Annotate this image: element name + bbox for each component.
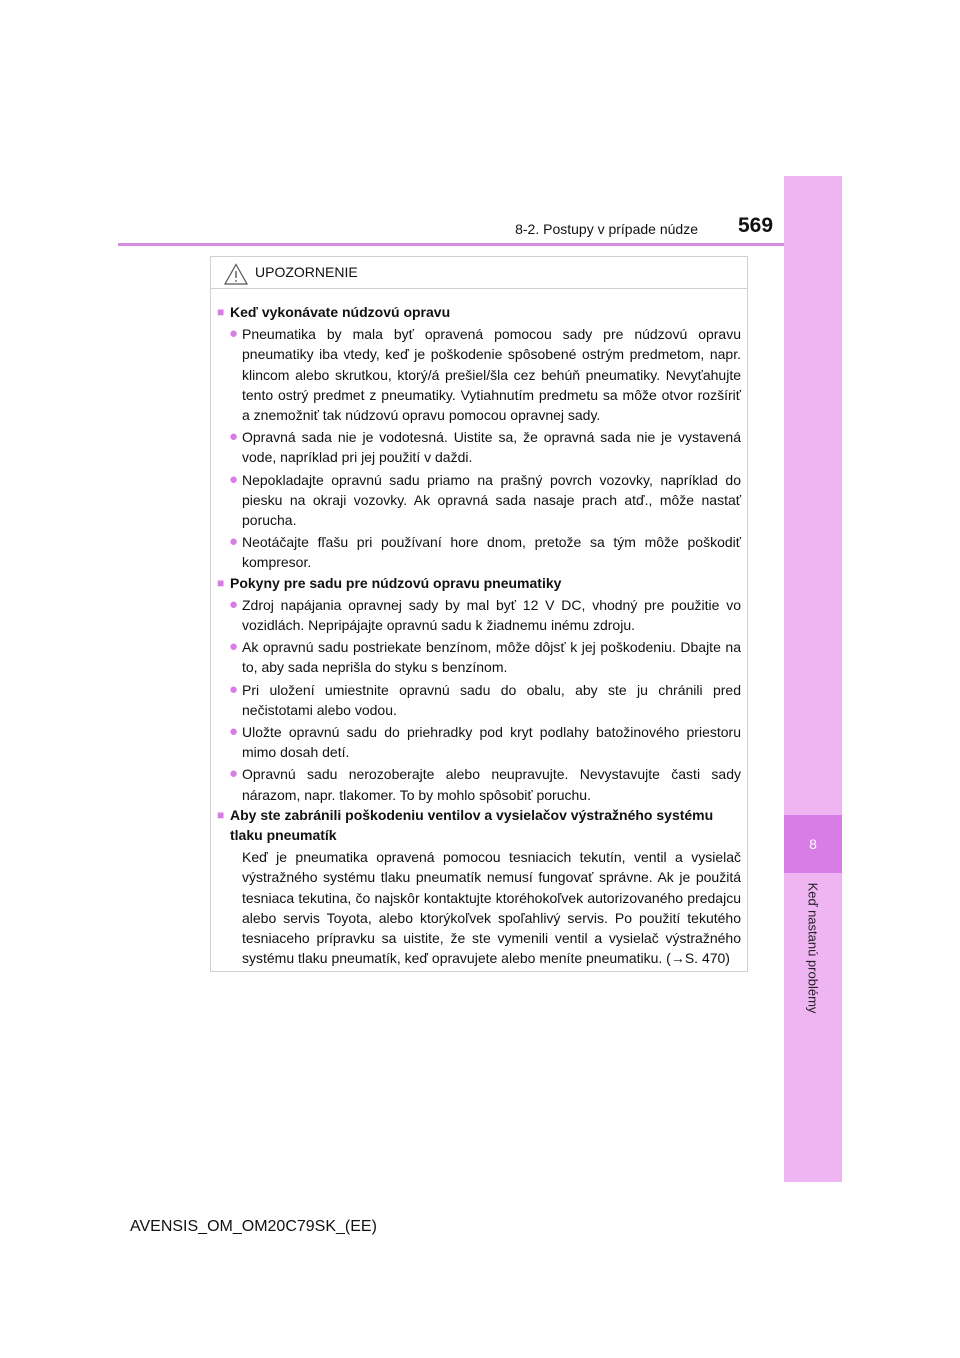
chapter-number-tab [784, 815, 842, 873]
list-item [217, 595, 741, 635]
page-number: 569 [738, 214, 774, 237]
warning-title: UPOZORNENIE [255, 264, 358, 280]
list-item [217, 637, 741, 677]
side-tab [784, 176, 842, 1182]
list-item [217, 680, 741, 720]
list-item [217, 324, 741, 425]
round-bullet-icon: ● [229, 428, 239, 446]
header-divider [118, 243, 784, 246]
list-item-text: Neotáčajte fľašu pri používaní hore dnom, pretože sa tým môže poškodiť kompresor. [242, 534, 741, 571]
round-bullet-icon: ● [229, 638, 239, 656]
list-item [217, 532, 741, 572]
round-bullet-icon: ● [229, 723, 239, 741]
section-title: 8-2. Postupy v prípade núdze [515, 221, 698, 237]
square-bullet-icon: ■ [217, 807, 225, 822]
round-bullet-icon: ● [229, 595, 239, 613]
list-item [217, 722, 741, 762]
round-bullet-icon: ● [229, 533, 239, 551]
list-item-text: Nepokladajte opravnú sadu priamo na prašný povrch vozovky, napríklad do piesku na okraji vozovky. Ak opravná sada nasaje prach atď., môže nastať porucha. [242, 471, 741, 529]
list-item [217, 427, 741, 467]
round-bullet-icon: ● [229, 470, 239, 488]
chapter-number: 8 [809, 836, 817, 852]
chapter-label: Keď nastanú problémy [805, 882, 821, 1014]
warning-triangle-icon [224, 263, 248, 285]
list-item-text: Opravnú sadu nerozoberajte alebo neupravujte. Nevystavujte časti sady nárazom, napr. tlakomer. To by mohlo spôsobiť poruchu. [242, 766, 741, 803]
round-bullet-icon: ● [229, 765, 239, 783]
list-item-text: Uložte opravnú sadu do priehradky pod kryt podlahy batožinového priestoru mimo dosah detí. [242, 724, 741, 761]
section-heading-text: Keď vykonávate núdzovú opravu [230, 304, 451, 320]
warning-header [211, 257, 747, 289]
list-item [217, 470, 741, 531]
list-item-text: Opravná sada nie je vodotesná. Uistite sa, že opravná sada nie je vystavená vode, napríklad pri jej použití v daždi. [242, 429, 741, 466]
list-item [217, 764, 741, 804]
square-bullet-icon: ■ [217, 305, 225, 319]
document-code: AVENSIS_OM_OM20C79SK_(EE) [130, 1218, 377, 1235]
section-heading-text: Pokyny pre sadu pre núdzovú opravu pneumatiky [230, 574, 562, 591]
list-item-text: Zdroj napájania opravnej sady by mal byť 12 V DC, vhodný pre použitie vo vozidlách. Nepripájajte opravnú sadu k žiadnemu inému zdroju. [242, 596, 741, 634]
section-heading [217, 302, 741, 322]
list-item-text: Ak opravnú sadu postriekate benzínom, môže dôjsť k jej poškodeniu. Dbajte na to, aby sada neprišla do styku s benzínom. [242, 639, 741, 676]
warning-body [211, 289, 747, 969]
section-paragraph: Keď je pneumatika opravená pomocou tesniacich tekutín, ventil a vysielač výstražného systému tlaku pneumatík nemusí fungovať správne. Ak je použitá tesniaca tekutina, čo najskôr kontaktujte ktoréhokoľvek autorizovaného predajcu alebo servis Toyota, alebo ktorýkoľvek spoľahlivý servis. Po použití tekutého tesniaceho prípravku sa uistite, že ste vymenili ventil a vysielač výstražného systému tlaku pneumatík, keď opravujete alebo meníte pneumatiku. (→S. 470) [242, 849, 741, 967]
section-heading [217, 805, 741, 845]
list-item-text: Pneumatika by mala byť opravená pomocou sady pre núdzovú opravu pneumatiky iba vtedy, keď je poškodenie spôsobené ostrým predmetom, napr. klincom alebo skrutkou, ktorý/á prešiel/šla cez behúň pneumatiky. Nevyťahujte tento ostrý predmet z pneumatiky. Vytiahnutím predmetu sa môže otvor rozšíriť a znemožniť tak núdzovú opravu pomocou opravnej sady. [242, 326, 741, 424]
warning-box [210, 256, 748, 972]
round-bullet-icon: ● [229, 325, 239, 343]
list-item-text: Pri uložení umiestnite opravnú sadu do obalu, aby ste ju chránili pred nečistotami alebo vodou. [242, 681, 741, 718]
section-heading-text: Aby ste zabránili poškodeniu ventilov a vysielačov výstražného systému tlaku pneumatík [230, 806, 714, 844]
section-heading [217, 573, 741, 593]
square-bullet-icon: ■ [217, 575, 225, 590]
round-bullet-icon: ● [229, 680, 239, 698]
